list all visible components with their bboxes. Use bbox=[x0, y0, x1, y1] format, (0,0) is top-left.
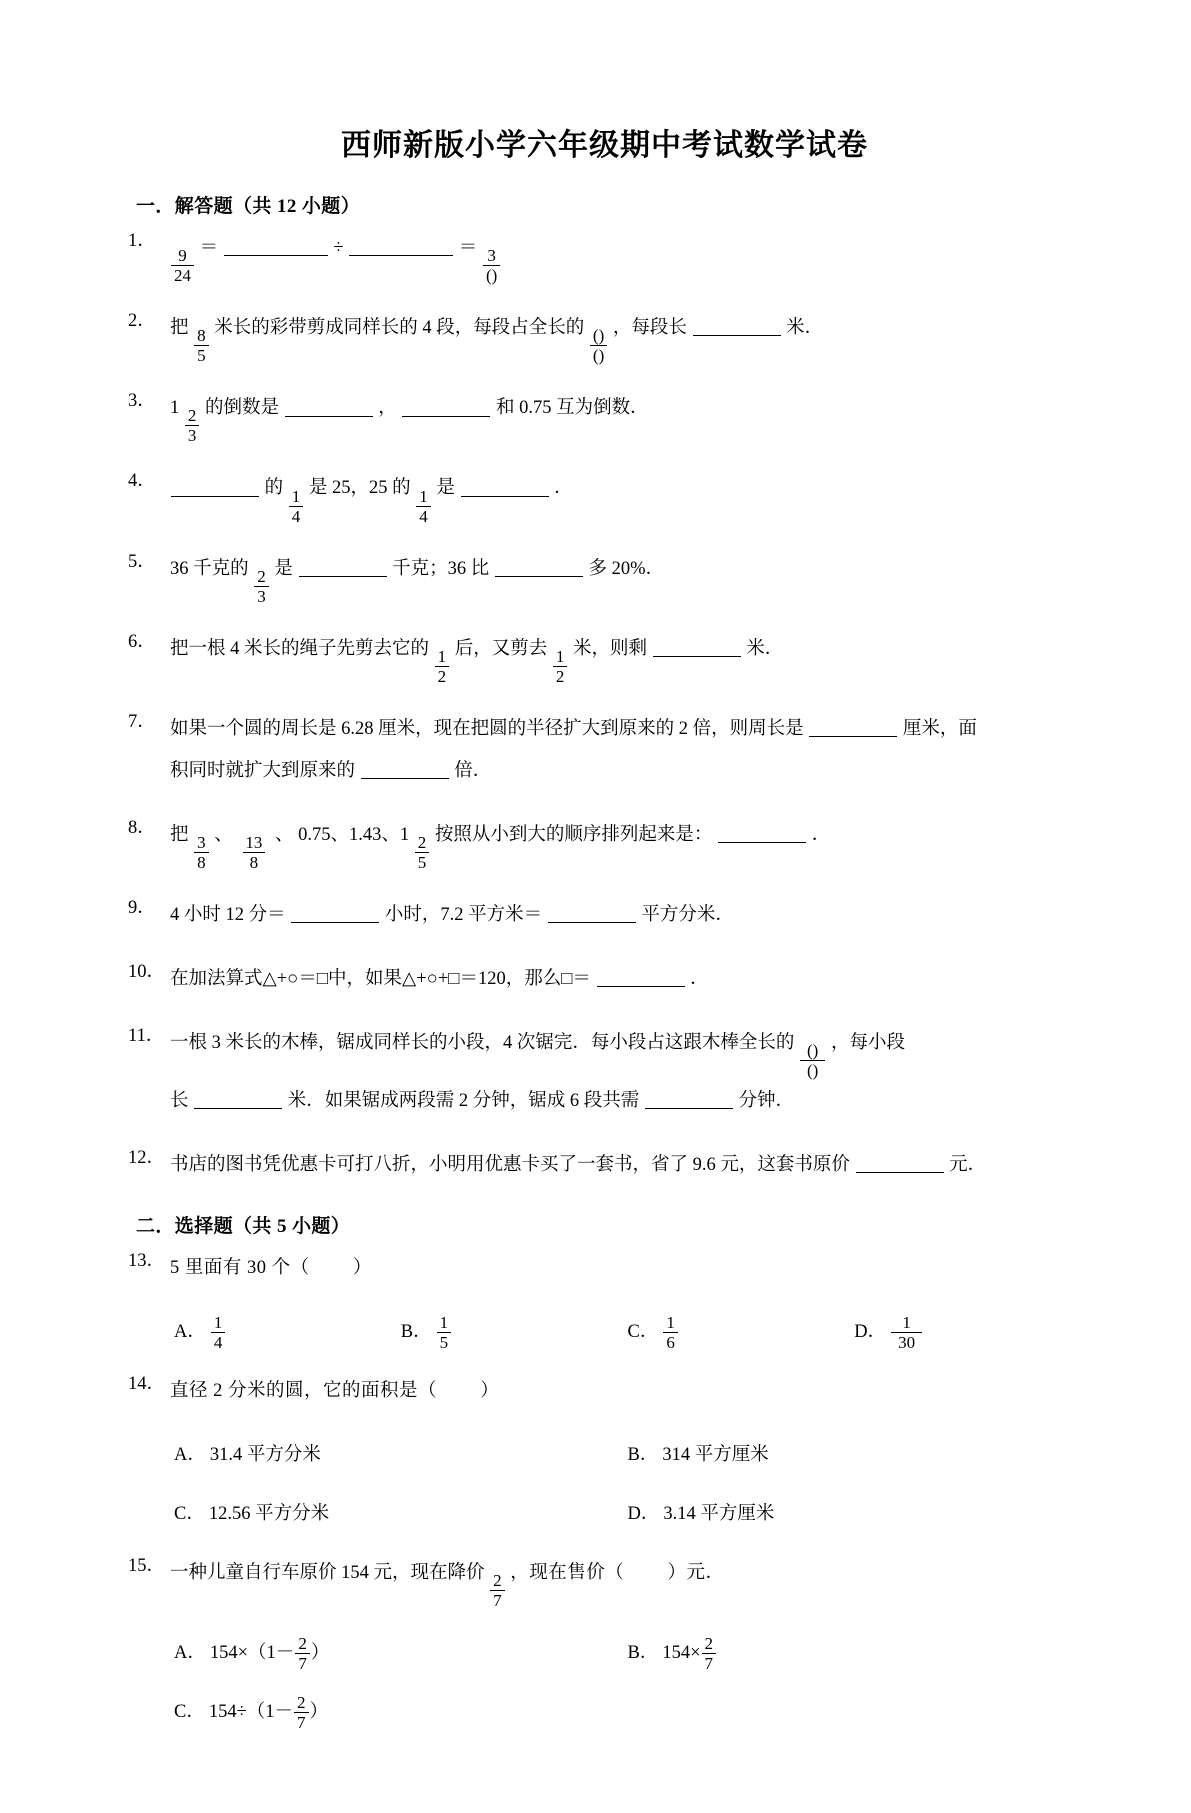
question-body bbox=[170, 390, 1081, 444]
question-body bbox=[170, 1147, 1081, 1185]
answer-blank[interactable] bbox=[653, 638, 741, 658]
fraction-denominator: 5 bbox=[194, 345, 209, 364]
question-number: 10． bbox=[128, 961, 166, 982]
fraction-denominator: 5 bbox=[437, 1332, 452, 1351]
option-c[interactable] bbox=[174, 1496, 628, 1533]
question-number: 9． bbox=[128, 897, 156, 918]
division-sign: ÷ bbox=[333, 238, 344, 258]
question-text: 厘米，面 bbox=[902, 718, 977, 739]
question-number: 8． bbox=[128, 817, 156, 838]
question-3 bbox=[128, 390, 1081, 444]
question-number: 12． bbox=[128, 1147, 166, 1168]
question-number: 1． bbox=[128, 231, 156, 251]
option-label: D． bbox=[627, 1503, 660, 1524]
question-text: 、 0.75、1.43、1 bbox=[275, 824, 410, 845]
question-line bbox=[170, 1555, 1081, 1609]
question-4 bbox=[128, 470, 1081, 524]
answer-blank[interactable] bbox=[856, 1154, 944, 1174]
question-text: 小时，7.2 平方米＝ bbox=[384, 904, 543, 925]
question-text: 长 bbox=[170, 1090, 189, 1111]
options-row-14-top bbox=[128, 1437, 1081, 1474]
mixed-number-whole: 1 bbox=[170, 398, 180, 419]
answer-blank[interactable] bbox=[495, 557, 583, 577]
option-label: C． bbox=[174, 1503, 205, 1524]
question-text: 一种儿童自行车原价 154 元，现在降价 bbox=[170, 1562, 485, 1583]
fraction-denominator: 2 bbox=[435, 666, 450, 685]
question-10 bbox=[128, 961, 1081, 999]
question-line bbox=[170, 1025, 1081, 1079]
option-label: B． bbox=[627, 1444, 659, 1465]
answer-blank[interactable] bbox=[809, 718, 897, 738]
fraction-denominator: 4 bbox=[416, 506, 431, 525]
answer-blank[interactable] bbox=[645, 1090, 733, 1110]
question-body bbox=[170, 551, 1081, 605]
option-c[interactable] bbox=[628, 1314, 855, 1351]
question-number: 15． bbox=[128, 1555, 166, 1576]
fraction-9-24 bbox=[171, 247, 194, 284]
equals-sign: ＝ bbox=[199, 238, 219, 258]
fraction-2-3 bbox=[185, 407, 200, 444]
question-line bbox=[170, 551, 1081, 605]
fraction-1-30 bbox=[891, 1314, 922, 1351]
answer-blank[interactable] bbox=[224, 237, 328, 257]
fraction-denominator: () bbox=[483, 265, 500, 284]
question-text: ． bbox=[554, 478, 573, 499]
option-text: ） bbox=[310, 1642, 330, 1663]
fraction-denominator: 3 bbox=[185, 425, 200, 444]
question-line bbox=[170, 817, 1081, 871]
answer-blank[interactable] bbox=[361, 760, 449, 780]
fraction-numerator: 1 bbox=[437, 646, 447, 666]
question-body bbox=[170, 470, 1081, 524]
question-2 bbox=[128, 310, 1081, 364]
question-body bbox=[170, 1250, 1081, 1288]
option-a[interactable] bbox=[174, 1635, 628, 1672]
question-line bbox=[170, 631, 1081, 685]
option-d[interactable] bbox=[628, 1496, 1082, 1533]
question-line bbox=[170, 897, 1081, 935]
option-c[interactable] bbox=[174, 1694, 628, 1731]
section-heading-multiple-choice: 二．选择题（共 5 小题） bbox=[136, 1215, 351, 1237]
option-text: 12.56 平方分米 bbox=[208, 1503, 330, 1524]
fraction-numerator: 2 bbox=[297, 1692, 306, 1712]
question-text: 是 bbox=[274, 558, 293, 579]
question-text: 元． bbox=[949, 1154, 987, 1175]
fraction-numerator: 1 bbox=[213, 1312, 223, 1332]
fraction-denominator: 7 bbox=[490, 1590, 505, 1609]
question-text: ，每小段 bbox=[830, 1032, 905, 1053]
question-text: 书店的图书凭优惠卡可打八折，小明用优惠卡买了一套书，省了 9.6 元，这套书原价 bbox=[170, 1154, 850, 1175]
answer-blank[interactable] bbox=[461, 477, 549, 497]
question-line bbox=[170, 753, 1081, 791]
question-text: 的倒数是 bbox=[205, 398, 280, 419]
question-text: ，现在售价（ bbox=[510, 1562, 625, 1583]
question-8 bbox=[128, 817, 1081, 871]
question-text: ） bbox=[480, 1380, 500, 1401]
question-number: 6． bbox=[128, 631, 156, 652]
question-text: 多 20%． bbox=[588, 558, 665, 579]
fraction-numerator: 2 bbox=[417, 832, 427, 852]
fraction-1-2 bbox=[553, 648, 568, 685]
question-number: 13． bbox=[128, 1250, 166, 1271]
question-text: 米． bbox=[746, 638, 784, 659]
fraction-paren-paren bbox=[590, 327, 607, 364]
fraction-2-3 bbox=[254, 568, 269, 605]
question-line bbox=[170, 711, 1081, 749]
options-row-13 bbox=[128, 1314, 1081, 1351]
answer-blank[interactable] bbox=[693, 317, 781, 337]
options-row-14-bottom bbox=[128, 1496, 1081, 1533]
fraction-1-2 bbox=[435, 648, 450, 685]
question-text: 4 小时 12 分＝ bbox=[170, 904, 286, 925]
fraction-1-4 bbox=[416, 488, 431, 525]
option-label: B． bbox=[627, 1642, 659, 1663]
question-text: 是 25，25 的 bbox=[308, 478, 411, 499]
fraction-denominator: 8 bbox=[194, 852, 209, 871]
question-body bbox=[170, 961, 1081, 999]
separator: 、 bbox=[214, 824, 233, 845]
fraction-2-7 bbox=[295, 1635, 310, 1672]
fraction-denominator: 3 bbox=[254, 586, 269, 605]
fraction-1-5 bbox=[437, 1314, 452, 1351]
question-line bbox=[170, 470, 1081, 524]
question-body bbox=[170, 1373, 1081, 1411]
equals-sign: ＝ bbox=[458, 238, 478, 258]
fraction-3-8 bbox=[194, 834, 209, 871]
answer-blank[interactable] bbox=[171, 477, 259, 497]
fraction-1-4 bbox=[211, 1314, 226, 1351]
question-number: 5． bbox=[128, 551, 156, 572]
answer-blank[interactable] bbox=[349, 237, 453, 257]
answer-blank[interactable] bbox=[718, 824, 806, 844]
question-text: ． bbox=[811, 824, 831, 845]
options-row-15-top bbox=[128, 1635, 1081, 1672]
fraction-denominator: 4 bbox=[211, 1332, 226, 1351]
question-11 bbox=[128, 1025, 1081, 1121]
option-b[interactable] bbox=[401, 1314, 628, 1351]
fraction-denominator: 2 bbox=[553, 666, 568, 685]
question-body bbox=[170, 230, 1081, 284]
question-number: 2． bbox=[128, 311, 156, 332]
question-text: ）元． bbox=[667, 1562, 725, 1583]
question-text: 一根 3 米长的木棒，锯成同样长的小段，4 次锯完．每小段占这跟木棒全长的 bbox=[170, 1032, 795, 1053]
question-text: 如果一个圆的周长是 6.28 厘米，现在把圆的半径扩大到原来的 2 倍，则周长是 bbox=[170, 718, 804, 739]
fraction-numerator: 2 bbox=[493, 1570, 502, 1590]
question-body bbox=[170, 1025, 1081, 1121]
option-label: A． bbox=[174, 1444, 206, 1465]
question-text: 5 里面有 30 个（ bbox=[170, 1257, 310, 1278]
question-text: ，每段长 bbox=[612, 318, 687, 339]
question-13 bbox=[128, 1250, 1081, 1288]
question-body bbox=[170, 711, 1081, 791]
option-b[interactable] bbox=[628, 1635, 1082, 1672]
question-number: 3． bbox=[128, 391, 156, 412]
question-line bbox=[170, 1373, 1081, 1411]
question-14 bbox=[128, 1373, 1081, 1411]
option-a[interactable] bbox=[174, 1437, 628, 1474]
fraction-numerator: 3 bbox=[197, 832, 206, 852]
question-text: ） bbox=[352, 1257, 372, 1278]
question-line bbox=[170, 310, 1081, 364]
answer-blank[interactable] bbox=[597, 968, 685, 988]
question-text: 的 bbox=[264, 478, 284, 499]
fraction-numerator: 8 bbox=[197, 326, 206, 346]
question-6 bbox=[128, 631, 1081, 685]
question-text: 36 千克的 bbox=[170, 558, 249, 579]
question-text: 米长的彩带剪成同样长的 4 段，每段占全长的 bbox=[214, 318, 585, 339]
question-text: 米，则剩 bbox=[573, 638, 648, 659]
answer-blank[interactable] bbox=[194, 1090, 282, 1110]
fraction-1-4 bbox=[289, 488, 304, 525]
fraction-denominator: 4 bbox=[289, 506, 304, 525]
answer-blank[interactable] bbox=[548, 904, 636, 924]
option-label: D． bbox=[854, 1321, 887, 1342]
fraction-numerator: 1 bbox=[419, 486, 428, 506]
options-row-15-bottom bbox=[128, 1694, 1081, 1731]
question-line bbox=[170, 1147, 1081, 1185]
question-text: 把 bbox=[170, 318, 189, 339]
question-text: 平方分米． bbox=[641, 904, 734, 925]
fraction-2-7 bbox=[294, 1694, 309, 1731]
fraction-13-8 bbox=[238, 834, 269, 871]
question-text: ． bbox=[690, 968, 709, 989]
question-line bbox=[170, 1083, 1081, 1121]
question-text: 米． bbox=[786, 318, 824, 339]
fraction-numerator: 2 bbox=[298, 1633, 307, 1653]
option-text: ） bbox=[309, 1701, 329, 1722]
question-text: 把 bbox=[170, 824, 189, 845]
question-text: 后，又剪去 bbox=[454, 638, 548, 659]
question-text: 和 0.75 互为倒数． bbox=[496, 398, 649, 419]
option-a[interactable] bbox=[174, 1314, 401, 1351]
question-body bbox=[170, 897, 1081, 935]
fraction-denominator: 7 bbox=[294, 1712, 309, 1731]
fraction-numerator: 1 bbox=[439, 1312, 449, 1332]
question-text: 把一根 4 米长的绳子先剪去它的 bbox=[170, 638, 430, 659]
fraction-denominator: 24 bbox=[171, 265, 194, 284]
option-label: A． bbox=[174, 1321, 206, 1342]
question-line bbox=[170, 230, 1081, 284]
section-heading-fill-in: 一．解答题（共 12 小题） bbox=[136, 196, 361, 217]
fraction-denominator: 8 bbox=[243, 852, 266, 871]
question-number: 11． bbox=[128, 1025, 165, 1046]
option-label: B． bbox=[400, 1321, 432, 1342]
page-title: 西师新版小学六年级期中考试数学试卷 bbox=[341, 129, 868, 162]
question-line bbox=[170, 390, 1081, 444]
answer-blank[interactable] bbox=[285, 397, 373, 417]
option-text: 314 平方厘米 bbox=[662, 1444, 769, 1465]
fraction-numerator: 1 bbox=[902, 1312, 911, 1332]
option-label: A． bbox=[174, 1642, 206, 1663]
question-number: 14． bbox=[128, 1373, 166, 1394]
option-text: 3.14 平方厘米 bbox=[663, 1503, 775, 1524]
fraction-numerator: 9 bbox=[178, 246, 187, 266]
option-text: 154×（1－ bbox=[209, 1642, 295, 1663]
question-text: 直径 2 分米的圆，它的面积是（ bbox=[170, 1380, 438, 1401]
question-text: 按照从小到大的顺序排列起来是： bbox=[434, 824, 713, 845]
fraction-paren-paren bbox=[800, 1042, 825, 1079]
fraction-denominator: 30 bbox=[891, 1332, 922, 1351]
fraction-denominator: 6 bbox=[663, 1332, 678, 1351]
option-d[interactable] bbox=[854, 1314, 1081, 1351]
question-line bbox=[170, 961, 1081, 999]
fraction-numerator: 2 bbox=[704, 1633, 714, 1653]
fraction-numerator: () bbox=[807, 1040, 819, 1060]
answer-blank[interactable] bbox=[299, 557, 387, 577]
fraction-2-7 bbox=[702, 1635, 717, 1672]
option-text: 154÷（1－ bbox=[208, 1701, 293, 1722]
fraction-numerator: 2 bbox=[187, 406, 197, 426]
fraction-denominator: () bbox=[800, 1060, 825, 1079]
question-text: 千克；36 比 bbox=[392, 558, 490, 579]
fraction-numerator: 1 bbox=[555, 646, 565, 666]
question-body bbox=[170, 631, 1081, 685]
question-text: 米．如果锯成两段需 2 分钟，锯成 6 段共需 bbox=[287, 1090, 640, 1111]
fraction-3-paren bbox=[483, 247, 500, 284]
question-7 bbox=[128, 711, 1081, 791]
question-12 bbox=[128, 1147, 1081, 1185]
option-b[interactable] bbox=[628, 1437, 1082, 1474]
option-label: C． bbox=[627, 1321, 659, 1342]
question-9 bbox=[128, 897, 1081, 935]
answer-blank[interactable] bbox=[291, 904, 379, 924]
answer-blank[interactable] bbox=[402, 397, 490, 417]
option-label: C． bbox=[174, 1701, 205, 1722]
question-number: 7． bbox=[128, 711, 156, 732]
question-1 bbox=[128, 230, 1081, 284]
question-body bbox=[170, 817, 1081, 871]
fraction-denominator: () bbox=[590, 345, 607, 364]
fraction-numerator: 13 bbox=[245, 832, 263, 852]
question-line bbox=[170, 1250, 1081, 1288]
fraction-8-5 bbox=[194, 327, 209, 364]
question-body bbox=[170, 310, 1081, 364]
fraction-2-7 bbox=[490, 1572, 505, 1609]
question-text: 积同时就扩大到原来的 bbox=[170, 760, 356, 781]
question-text: 在加法算式△+○＝□中，如果△+○+□＝120，那么□＝ bbox=[170, 968, 591, 989]
question-text: ， bbox=[378, 398, 397, 419]
fraction-numerator: 1 bbox=[666, 1312, 675, 1332]
fraction-denominator: 7 bbox=[702, 1653, 717, 1672]
question-number: 4． bbox=[128, 471, 156, 492]
option-text: 154× bbox=[662, 1642, 701, 1663]
fraction-denominator: 5 bbox=[415, 852, 430, 871]
fraction-numerator: 3 bbox=[487, 246, 496, 266]
question-text: 倍． bbox=[454, 760, 492, 781]
fraction-numerator: () bbox=[592, 326, 605, 346]
question-text: 是 bbox=[436, 478, 455, 499]
fraction-numerator: 1 bbox=[291, 486, 301, 506]
fraction-numerator: 2 bbox=[257, 566, 266, 586]
fraction-2-5 bbox=[415, 834, 430, 871]
fraction-denominator: 7 bbox=[295, 1653, 310, 1672]
question-text: 分钟． bbox=[738, 1090, 795, 1111]
option-text: 31.4 平方分米 bbox=[209, 1444, 321, 1465]
question-15 bbox=[128, 1555, 1081, 1609]
question-5 bbox=[128, 551, 1081, 605]
fraction-1-6 bbox=[663, 1314, 678, 1351]
question-body bbox=[170, 1555, 1081, 1609]
